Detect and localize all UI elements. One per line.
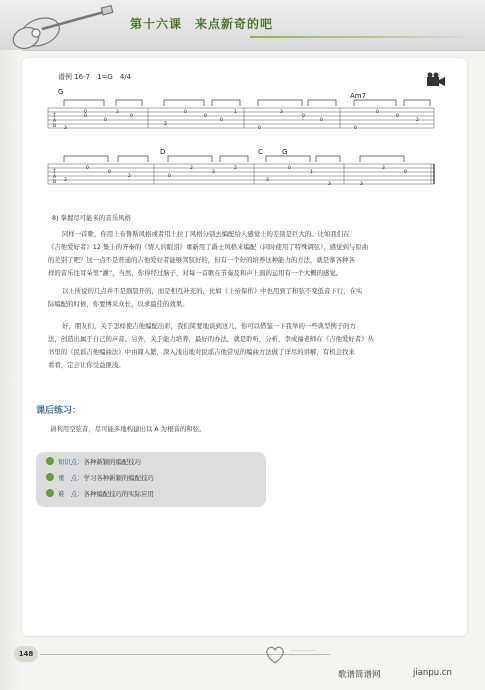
svg-text:0: 0 [396,114,399,119]
svg-text:0: 0 [108,170,111,175]
svg-text:0: 0 [84,110,87,115]
paragraph-line: 书里的《民谣吉他编曲法》中由简入繁，深入浅出地对民谣吉他常见的编曲方法做了详尽的讲解，有机会找来 [48,348,355,356]
bullet-icon [46,457,54,465]
svg-text:0: 0 [404,170,407,175]
svg-text:0: 0 [320,118,323,123]
objective-focus: 重 点：学习各种新颖的编配技巧 [46,473,154,482]
chord-label-g-2: G [282,148,288,156]
exercise-title: 课后练习： [36,406,82,416]
svg-text:2: 2 [128,174,131,179]
svg-text:B: B [53,124,57,129]
svg-text:1: 1 [234,110,237,115]
svg-text:3: 3 [280,110,283,115]
svg-text:A: A [53,119,57,124]
footer-divider [40,654,330,655]
svg-text:0: 0 [376,110,379,115]
guitar-icon [6,4,116,50]
svg-text:2: 2 [190,166,193,171]
objective-difficulty: 难 点：各种编配技巧的实际应用 [46,489,154,498]
svg-text:0: 0 [168,174,171,179]
paragraph-line: 同样一首歌，你用上布鲁斯风格或者用上拉丁风格分别去编配给人感觉上的差别是巨大的。比如我们在 [62,230,350,238]
heart-logo-icon [264,645,286,665]
svg-text:3: 3 [382,166,385,171]
paragraph-line: 《吉他爱好者》12 集上的齐秦的《情人的眼泪》重新用了爵士风格来编配（同时使用了特殊调弦），感觉到与原曲 [48,243,369,251]
svg-text:0: 0 [184,110,187,115]
svg-text:0: 0 [130,114,133,119]
paragraph-line: 法，创造出属于自己的声音。另外，关于能力培养，最好的办法，就是聆听，分析，李成福老师在《吉他爱好者》丛 [48,335,374,343]
svg-text:3: 3 [328,182,331,187]
svg-text:0: 0 [86,166,89,171]
svg-text:3: 3 [116,110,119,115]
section-heading: 8) 掌握尽可能多的音乐风格 [52,214,131,222]
svg-text:2: 2 [416,118,419,123]
tab-staff-row-1 [44,96,439,136]
svg-text:2: 2 [164,122,167,127]
svg-text:3: 3 [212,170,215,175]
svg-text:B: B [53,180,57,185]
svg-text:3: 3 [64,126,67,131]
svg-text:0: 0 [220,118,223,123]
svg-text:T: T [53,170,56,175]
footer-publisher-fine-print: ─────────── [290,648,317,653]
tab-staff-row-2 [44,152,439,192]
svg-text:0: 0 [104,118,107,123]
svg-text:0: 0 [258,126,261,131]
svg-text:3: 3 [360,182,363,187]
paragraph-line: 的差别了吧？这一点不是普通的吉他爱好者能够驾驭好的，但有一个好的培养这种能力的方法，就是拿各种各 [48,256,355,264]
chord-label-g: G [58,88,64,96]
svg-text:0: 0 [354,126,357,131]
svg-text:T: T [53,114,56,119]
header-divider [250,36,465,38]
paragraph-line: 看看，定会让你受益匪浅。 [48,361,125,369]
svg-text:2: 2 [234,166,237,171]
paragraph-line: 以上所说的几点并不是割裂开的，而是相互补充的，比如《上帝保佑》中也用到了和弦不变低音下行，在实 [62,287,363,295]
svg-text:0: 0 [84,114,87,119]
paragraph-line: 好，朋友们，关于怎样使吉他编配出彩，我们简要地谈到这儿，你可以借鉴一下我举的一些典型例子的方 [62,322,356,330]
watermark-en: jianpu.cn [413,668,452,678]
svg-text:A: A [53,175,57,180]
chord-label-c: C [258,148,263,156]
paragraph-line: 样的音乐往耳朵里“灌”，当然，你得经过脑子，对每一首歌在节奏及和声上面的运用有一个大概的感觉。 [48,269,343,277]
svg-text:3: 3 [266,178,269,183]
chord-label-d: D [160,148,166,156]
svg-text:2: 2 [64,178,67,183]
page-number: 148 [14,646,38,662]
watermark-cn: 歌谱简谱网 [338,670,381,680]
camera-icon [426,72,446,88]
bullet-icon [46,489,54,497]
svg-text:1: 1 [310,170,313,175]
chord-label-am7: Am7 [350,92,367,100]
svg-text:0: 0 [302,114,305,119]
exercise-text: 请利用空弦音，尽可能多地构建出以 A 为根音的和弦。 [50,425,206,433]
example-label: 谱例 16-7 1=G 4/4 [58,73,132,81]
bullet-icon [46,473,54,481]
svg-text:0: 0 [288,166,291,171]
lesson-title: 第十六课 来点新奇的吧 [130,17,274,31]
side-strip [0,50,22,690]
svg-text:0: 0 [204,114,207,119]
objective-knowledge: 知识点：各种新颖的编配技巧 [46,457,141,466]
paragraph-line: 际编配的时候，你要博采众长，以求最佳的效果。 [48,300,189,308]
